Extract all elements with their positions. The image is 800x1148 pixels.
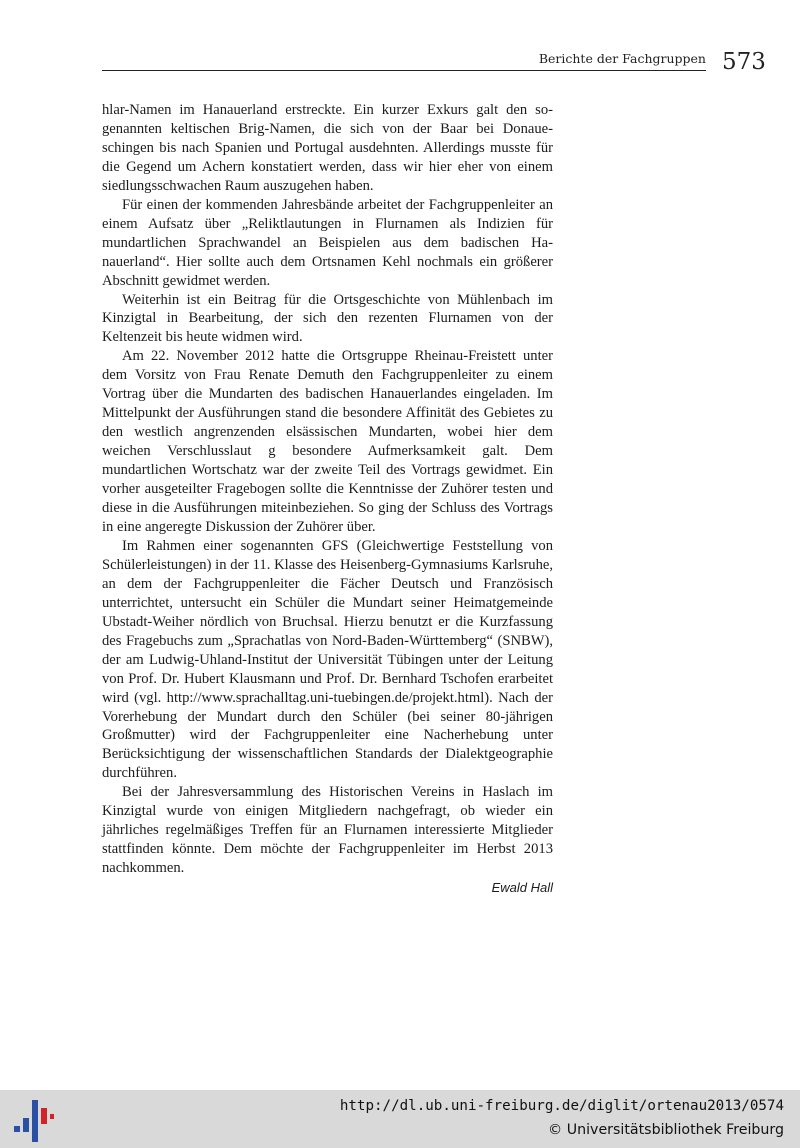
page-number: 573 bbox=[722, 49, 766, 75]
paragraph-5: Im Rahmen einer sogenannten GFS (Gleichwertige Feststellung von Schülerleistungen) in der 11. Klasse des Heisenberg-Gymnasiums Karlsruhe, an dem der Fachgruppenleiter die Fächer Deutsch und Französisch unterrichtet, untersucht ein Schüler die Mundart seiner Heimatgemeinde Ubstadt-Weiher nördlich von Bruchsal. Hierzu benutzt er die Kurzfassung des Fragebuchs zum „Sprachatlas von Nord-Baden-Württemberg“ (SNBW), der am Ludwig-Uhland-Institut der Universität Tübingen unter der Leitung von Prof. Dr. Hubert Klausmann und Prof. Dr. Bernhard Tschofen erarbeitet wird (vgl. http://www.sprachalltag.​uni-tuebingen.de/projekt.html). Nach der Vorerhebung der Mundart durch den Schüler (bei seiner 80-jährigen Großmutter) wird der Fachgruppenleiter eine Nacherhebung unter Berücksichtigung der wissenschaftlichen Standards der Dialektgeographie durchführen. bbox=[102, 537, 553, 782]
library-logo-icon bbox=[14, 1100, 54, 1142]
paragraph-3: Weiterhin ist ein Beitrag für die Ortsgeschichte von Mühlenbach im Kinzigtal in Bearbeitung, der sich den rezenten Flurnamen von der Keltenzeit bis heute widmen wird. bbox=[102, 291, 553, 346]
paragraph-1: hlar-Namen im Hanauerland erstreckte. Ein kurzer Exkurs galt den sogenannten keltischen Brig-Namen, die sich von der Baar bei Donaueschingen bis nach Spanien und Portugal ausdehnten. Allerdings musste für die Gegend um Achern konstatiert werden, dass wir hier eher von einem siedlungsschwachen Raum auszugehen haben. bbox=[102, 102, 553, 194]
section-title: Berichte der Fachgruppen bbox=[538, 51, 706, 66]
author-signature: Ewald Hall bbox=[491, 880, 553, 896]
footer-bar bbox=[0, 1090, 800, 1148]
paragraph-2: Für einen der kommenden Jahresbände arbeitet der Fachgruppenleiter an einem Aufsatz über „Reliktlautungen in Flurnamen als Indizien für mundartlichen Sprachwandel an Beispielen aus dem badischen Hanauerland“. Hier sollte auch dem Ortsnamen Kehl nochmals ein größerer Abschnitt gewidmet werden. bbox=[102, 196, 553, 289]
running-head bbox=[102, 44, 706, 71]
article-body bbox=[102, 101, 553, 898]
paragraph-6: Bei der Jahresversammlung des Historischen Vereins in Haslach im Kinzigtal wurde von einigen Mitgliedern nachgefragt, ob wieder ein jährliches regelmäßiges Treffen für an Flurnamen interessierte Mitglieder stattfinden könnte. Dem möchte der Fachgruppenleiter im Herbst 2013 nachkommen. bbox=[102, 784, 553, 877]
permalink-url[interactable]: http://dl.ub.uni-freiburg.de/diglit/ortenau2013/0574 bbox=[339, 1098, 784, 1114]
paragraph-4: Am 22. November 2012 hatte die Ortsgruppe Rheinau-Freistett unter dem Vorsitz von Frau Renate Demuth den Fachgruppenleiter zu einem Vortrag über die Mundarten des badischen Hanauerlandes eingeladen. Im Mittelpunkt der Ausführungen stand die besondere Affinität des Gebietes zu den westlich angrenzenden elsässischen Mundarten, wobei hier dem weichen Verschlusslaut g besondere Aufmerksamkeit galt. Dem mundartlichen Wortschatz war der zweite Teil des Vortrags gewidmet. Ein vorher ausgeteilter Fragebogen sollte die Kenntnisse der Zuhörer testen und diese in die Ausführungen miteinbeziehen. So ging der Schluss des Vortrags in eine angeregte Diskussion der Zuhörer über. bbox=[102, 348, 553, 535]
copyright-notice: © Universitätsbibliothek Freiburg bbox=[548, 1122, 784, 1138]
